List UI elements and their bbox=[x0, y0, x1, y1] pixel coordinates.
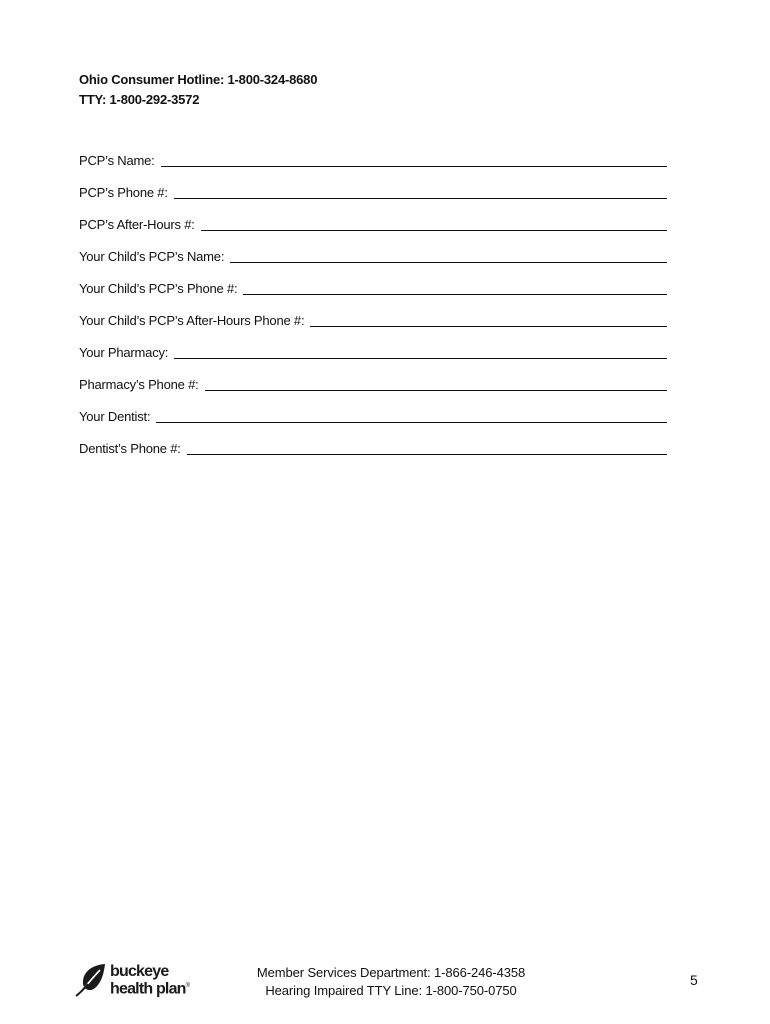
logo-line-2-text: health plan bbox=[110, 980, 186, 998]
dentist-field[interactable] bbox=[156, 409, 667, 423]
dentist-phone-row bbox=[79, 426, 667, 458]
logo-line-2 bbox=[110, 979, 190, 996]
dentist-phone-label: Dentist’s Phone #: bbox=[79, 441, 181, 456]
pharmacy-label: Your Pharmacy: bbox=[79, 345, 169, 360]
dentist-row bbox=[79, 394, 667, 426]
tty-line: Hearing Impaired TTY Line: 1-800-750-0750 bbox=[265, 983, 517, 998]
pharmacy-row bbox=[79, 330, 667, 362]
child-pcp-after-hours-label: Your Child’s PCP’s After-Hours Phone #: bbox=[79, 313, 305, 328]
child-pcp-phone-line bbox=[243, 280, 667, 295]
pcp-phone-line bbox=[174, 184, 667, 199]
dentist-line bbox=[156, 408, 667, 423]
logo-wordmark bbox=[110, 964, 190, 996]
child-pcp-after-hours-row bbox=[79, 298, 667, 330]
dentist-phone-line bbox=[187, 440, 667, 455]
child-pcp-name-field[interactable] bbox=[230, 249, 667, 263]
dentist-phone-field[interactable] bbox=[187, 441, 667, 455]
pharmacy-phone-row bbox=[79, 362, 667, 394]
child-pcp-name-label: Your Child’s PCP’s Name: bbox=[79, 249, 225, 264]
contact-form bbox=[79, 138, 667, 458]
pcp-after-hours-label: PCP’s After-Hours #: bbox=[79, 217, 195, 232]
child-pcp-phone-field[interactable] bbox=[243, 281, 667, 295]
pharmacy-line bbox=[174, 344, 667, 359]
member-services-line: Member Services Department: 1-866-246-4358 bbox=[256, 965, 526, 980]
pcp-after-hours-row bbox=[79, 202, 667, 234]
tty-hotline: TTY: 1-800-292-3572 bbox=[79, 92, 200, 107]
child-pcp-name-row bbox=[79, 234, 667, 266]
pharmacy-phone-line bbox=[205, 376, 667, 391]
pharmacy-phone-label: Pharmacy’s Phone #: bbox=[79, 377, 199, 392]
pcp-phone-field[interactable] bbox=[174, 185, 667, 199]
consumer-hotline: Ohio Consumer Hotline: 1-800-324-8680 bbox=[79, 72, 318, 87]
dentist-label: Your Dentist: bbox=[79, 409, 151, 424]
child-pcp-phone-row bbox=[79, 266, 667, 298]
pcp-name-field[interactable] bbox=[161, 153, 667, 167]
buckeye-logo bbox=[74, 962, 190, 998]
child-pcp-after-hours-field[interactable] bbox=[310, 313, 667, 327]
logo-registered-mark: ® bbox=[185, 982, 191, 989]
leaf-icon bbox=[74, 962, 108, 998]
pcp-name-label: PCP’s Name: bbox=[79, 153, 155, 168]
contact-header bbox=[79, 70, 317, 110]
child-pcp-name-line bbox=[230, 248, 667, 263]
pharmacy-field[interactable] bbox=[174, 345, 667, 359]
page-number: 5 bbox=[690, 972, 698, 988]
pcp-after-hours-line bbox=[201, 216, 667, 231]
pcp-name-row bbox=[79, 138, 667, 170]
pcp-phone-label: PCP’s Phone #: bbox=[79, 185, 168, 200]
footer-contact bbox=[230, 964, 552, 1000]
pcp-phone-row bbox=[79, 170, 667, 202]
pcp-after-hours-field[interactable] bbox=[201, 217, 667, 231]
pharmacy-phone-field[interactable] bbox=[205, 377, 667, 391]
child-pcp-after-hours-line bbox=[310, 312, 667, 327]
pcp-name-line bbox=[161, 152, 667, 167]
logo-line-1: buckeye bbox=[110, 962, 169, 980]
child-pcp-phone-label: Your Child’s PCP’s Phone #: bbox=[79, 281, 238, 296]
